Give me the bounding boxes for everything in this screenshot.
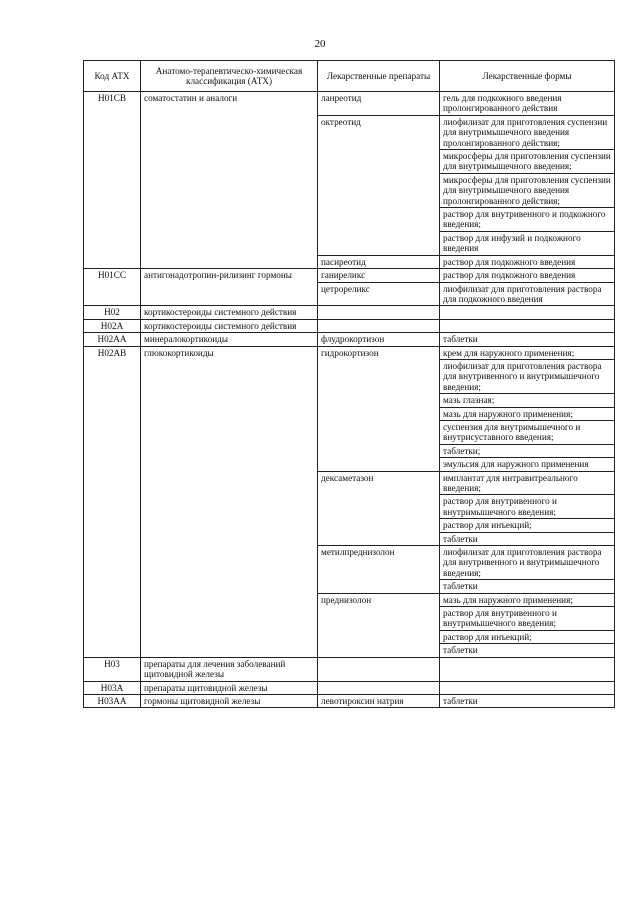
atx-classification: минералокортикоиды [141,333,318,346]
drug-name: октреотид [318,115,440,255]
atx-code: H02AA [84,333,141,346]
drug-form: мазь глазная; [440,394,615,407]
drug-name: дексаметазон [318,471,440,545]
drug-form: таблетки [440,333,615,346]
drug-name: ланреотид [318,92,440,116]
drug-form: гель для подкожного введения пролонгированного действия [440,92,615,116]
atx-classification: антигонадотропин-рилизинг гормоны [141,269,318,306]
table-header-row [84,61,615,92]
drug-form: имплантат для интравитреального введения; [440,471,615,495]
drug-name [318,306,440,319]
drug-form: раствор для инъекций; [440,630,615,643]
drug-form: таблетки [440,644,615,657]
table-row [84,319,615,332]
drug-form: лиофилизат для приготовления раствора для внутривенного и внутримышечного введения; [440,546,615,580]
drug-form: микросферы для приготовления суспензии для внутримышечного введения пролонгированного действия; [440,173,615,207]
header-code: Код АТХ [84,61,141,92]
drug-form [440,681,615,694]
drug-form: раствор для инфузий и подкожного введения [440,231,615,255]
drug-form: раствор для внутривенного и внутримышечного введения; [440,495,615,519]
drug-form: раствор для внутривенного и подкожного введения; [440,208,615,232]
atx-code: H03A [84,681,141,694]
drug-name: преднизолон [318,593,440,657]
drug-form: мазь для наружного применения; [440,407,615,420]
drug-name: пасиреотид [318,255,440,268]
drug-name: левотироксин натрия [318,694,440,707]
atx-classification: гормоны щитовидной железы [141,694,318,707]
drug-form [440,657,615,681]
drug-form: суспензия для внутримышечного и внутрисуставного введения; [440,420,615,444]
drug-form [440,306,615,319]
atx-code: H03 [84,657,141,681]
table-row [84,306,615,319]
drug-form: лиофилизат для приготовления раствора для внутривенного и внутримышечного введения; [440,359,615,393]
atx-code: H01CB [84,92,141,269]
drug-form: лиофилизат для приготовления суспензии для внутримышечного введения пролонгированного действия; [440,115,615,149]
drug-form: мазь для наружного применения; [440,593,615,606]
drug-form: раствор для внутривенного и внутримышечного введения; [440,607,615,631]
atx-code: H03AA [84,694,141,707]
header-classification: Анатомо-терапевтическо-химическая классификация (АТХ) [141,61,318,92]
atx-code: H02AB [84,346,141,657]
atx-classification: глюкокортикоиды [141,346,318,657]
table-row [84,346,615,359]
atx-code: H01CC [84,269,141,306]
table-row [84,333,615,346]
drug-form: таблетки [440,532,615,545]
atx-code: H02 [84,306,141,319]
drug-form: лиофилизат для приготовления раствора для подкожного введения [440,282,615,306]
atx-classification: соматостатин и аналоги [141,92,318,269]
drug-name: флудрокортизон [318,333,440,346]
drug-form [440,319,615,332]
drug-name [318,657,440,681]
atx-classification: кортикостероиды системного действия [141,306,318,319]
table-row [84,269,615,282]
atx-code: H02A [84,319,141,332]
drug-name: гидрокортизон [318,346,440,471]
drug-name [318,681,440,694]
drug-form: таблетки; [440,444,615,457]
drug-form: таблетки [440,694,615,707]
drug-form: микросферы для приготовления суспензии для внутримышечного введения; [440,150,615,174]
drug-form: раствор для инъекций; [440,519,615,532]
drug-form: эмульсия для наружного применения [440,458,615,471]
drug-name: цетрореликс [318,282,440,306]
drug-form: крем для наружного применения; [440,346,615,359]
header-forms: Лекарственные формы [440,61,615,92]
drug-name: ганиреликс [318,269,440,282]
drug-form: таблетки [440,580,615,593]
table-body [84,92,615,708]
drug-name: метилпреднизолон [318,546,440,594]
atx-table [83,60,615,708]
atx-classification: препараты для лечения заболеваний щитовидной железы [141,657,318,681]
table-row [84,694,615,707]
table-row [84,657,615,681]
drug-name [318,319,440,332]
page-number: 20 [314,38,326,50]
atx-classification: кортикостероиды системного действия [141,319,318,332]
header-drugs: Лекарственные препараты [318,61,440,92]
table-row [84,92,615,116]
drug-form: раствор для подкожного введения [440,255,615,268]
drug-form: раствор для подкожного введения [440,269,615,282]
atx-classification: препараты щитовидной железы [141,681,318,694]
table-row [84,681,615,694]
